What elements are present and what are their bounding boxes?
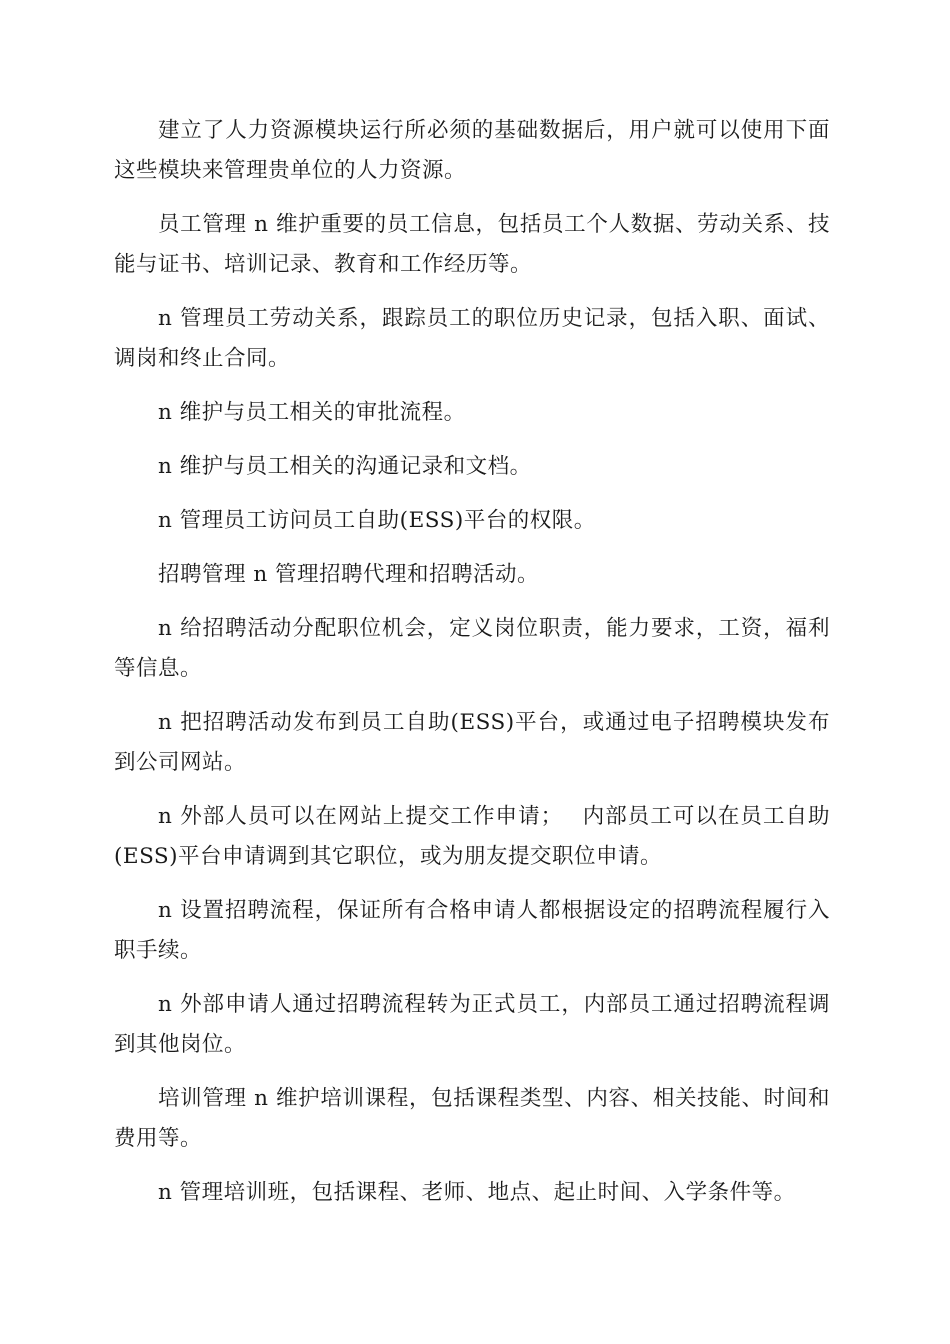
paragraph-employee-management: 员工管理 n 维护重要的员工信息，包括员工个人数据、劳动关系、技能与证书、培训记录、教育和工作经历等。 bbox=[114, 212, 830, 277]
paragraph-labor-relations: n 管理员工劳动关系，跟踪员工的职位历史记录，包括入职、面试、调岗和终止合同。 bbox=[114, 306, 830, 371]
paragraph-training-management: 培训管理 n 维护培训课程，包括课程类型、内容、相关技能、时间和费用等。 bbox=[114, 1086, 830, 1151]
paragraph-applicant-conversion: n 外部申请人通过招聘流程转为正式员工，内部员工通过招聘流程调到其他岗位。 bbox=[114, 992, 830, 1057]
paragraph-intro: 建立了人力资源模块运行所必须的基础数据后，用户就可以使用下面这些模块来管理贵单位的人力资源。 bbox=[114, 118, 830, 183]
paragraph-job-applications: n 外部人员可以在网站上提交工作申请； 内部员工可以在员工自助(ESS)平台申请调到其它职位，或为朋友提交职位申请。 bbox=[114, 804, 830, 869]
paragraph-job-assignment: n 给招聘活动分配职位机会，定义岗位职责，能力要求，工资，福利等信息。 bbox=[114, 616, 830, 681]
paragraph-recruitment-workflow: n 设置招聘流程，保证所有合格申请人都根据设定的招聘流程履行入职手续。 bbox=[114, 898, 830, 963]
paragraph-communication-records: n 维护与员工相关的沟通记录和文档。 bbox=[158, 454, 532, 479]
paragraph-publish-recruitment: n 把招聘活动发布到员工自助(ESS)平台，或通过电子招聘模块发布到公司网站。 bbox=[114, 710, 830, 775]
paragraph-recruitment-management: 招聘管理 n 管理招聘代理和招聘活动。 bbox=[158, 562, 540, 587]
paragraph-training-classes: n 管理培训班，包括课程、老师、地点、起止时间、入学条件等。 bbox=[158, 1180, 796, 1205]
paragraph-ess-permissions: n 管理员工访问员工自助(ESS)平台的权限。 bbox=[158, 508, 596, 533]
document-body bbox=[114, 111, 830, 1227]
paragraph-approval-workflow: n 维护与员工相关的审批流程。 bbox=[158, 400, 466, 425]
